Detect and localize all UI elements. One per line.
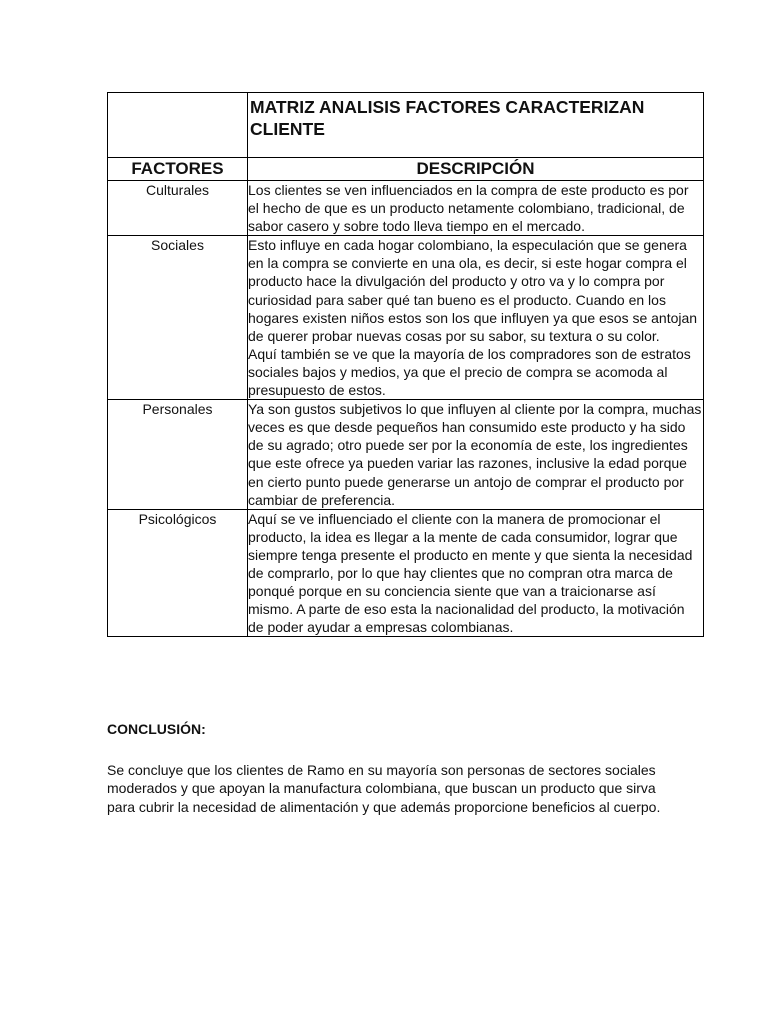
factor-cell: Culturales <box>108 181 248 236</box>
factor-cell: Psicológicos <box>108 509 248 637</box>
description-paragraph: Esto influye en cada hogar colombiano, la especulación que se genera en la compra se convierte en una ola, es decir, si este hogar compra el producto hace la divulgación del producto y otro va y lo compra por curiosidad para saber qué tan bueno es el producto. Cuando en los hogares existen niños estos son los que influyen ya que esos se antojan de querer probar nuevas cosas por su sabor, su textura o su color. <box>248 237 698 344</box>
description-paragraph: Aquí también se ve que la mayoría de los compradores son de estratos sociales bajos y medios, ya que el precio de compra se acomoda al presupuesto de estos. <box>248 345 691 399</box>
description-cell <box>248 509 704 637</box>
table-row <box>108 236 704 400</box>
factor-cell: Personales <box>108 400 248 510</box>
conclusion-heading: CONCLUSIÓN: <box>107 721 206 737</box>
conclusion-paragraph: Se concluye que los clientes de Ramo en su mayoría son personas de sectores sociales moderados y que apoyan la manufactura colombiana, que buscan un producto que sirva para cubrir la necesidad de alimentación y que además proporcione beneficios al cuerpo. <box>107 762 661 815</box>
factors-matrix-table <box>107 92 704 637</box>
description-cell <box>248 400 704 510</box>
header-factores: FACTORES <box>108 158 248 181</box>
description-paragraph: Aquí se ve influenciado el cliente con la manera de promocionar el producto, la idea es llegar a la mente de cada consumidor, lograr que siempre tenga presente el producto en mente y que sienta la necesidad de comprarlo, por lo que hay clientes que no compran otra marca de ponqué porque en su conciencia siente que van a traicionarse así mismo. A parte de eso esta la nacionalidad del producto, la motivación de poder ayudar a empresas colombianas. <box>248 510 693 636</box>
title-cell <box>248 93 704 158</box>
table-row <box>108 509 704 637</box>
description-paragraph: Ya son gustos subjetivos lo que influyen al cliente por la compra, muchas veces es que desde pequeños han consumido este producto y ha sido de su agrado; otro puede ser por la economía de este, los ingredientes que este ofrece ya pueden variar las razones, inclusive la edad porque en cierto punto puede generarse un antojo de comprar el producto por cambiar de preferencia. <box>248 401 702 508</box>
header-descripcion: DESCRIPCIÓN <box>248 158 704 181</box>
table-row <box>108 181 704 236</box>
description-paragraph: Los clientes se ven influenciados en la compra de este producto es por el hecho de que es un producto netamente colombiano, tradicional, de sabor casero y sobre todo lleva tiempo en el mercado. <box>248 182 689 235</box>
table-title: MATRIZ ANALISIS FACTORES CARACTERIZAN CLIENTE <box>250 97 645 139</box>
table-title-row <box>108 93 704 158</box>
description-cell <box>248 236 704 400</box>
table-row <box>108 400 704 510</box>
table-header-row <box>108 158 704 181</box>
title-empty-cell <box>108 93 248 158</box>
description-cell <box>248 181 704 236</box>
factor-cell: Sociales <box>108 236 248 400</box>
